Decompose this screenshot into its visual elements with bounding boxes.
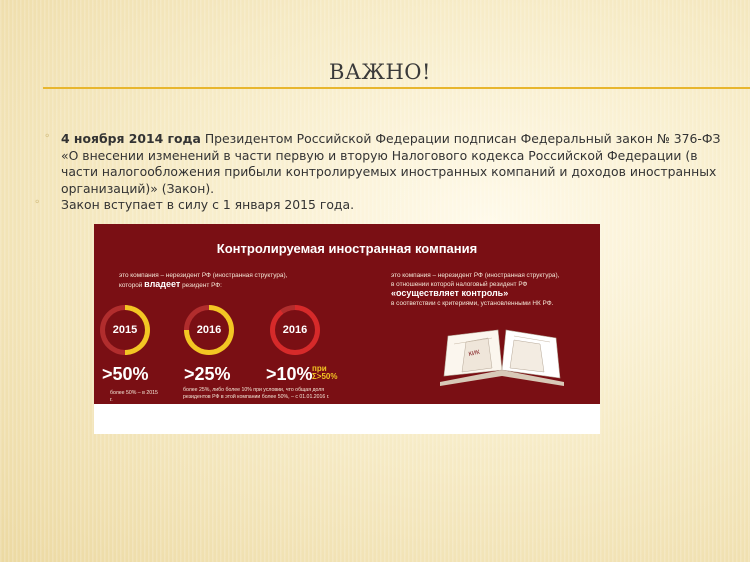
- left-caption-line2: которой владеет резидент РФ:: [119, 279, 222, 289]
- book-label: КИК: [468, 349, 481, 358]
- open-book-icon: [432, 324, 572, 394]
- infographic-bottom-band: [94, 404, 600, 434]
- ring-year: 2015: [105, 310, 145, 350]
- title-divider: [43, 87, 750, 89]
- percent-label: >50%: [102, 364, 149, 384]
- ring-year: 2016: [275, 310, 315, 350]
- bullet-icon: ⚬: [43, 131, 52, 142]
- percent-extra: при Σ>50%: [312, 364, 338, 381]
- right-caption-line1: это компания – нерезидент РФ (иностранная структура),: [391, 272, 560, 279]
- paragraph-law: [61, 131, 721, 197]
- left-caption: [119, 271, 339, 290]
- ring-year: 2016: [189, 310, 229, 350]
- paragraph-effective: Закон вступает в силу с 1 января 2015 года.: [61, 197, 355, 212]
- paragraph-date: 4 ноября 2014 года: [61, 131, 201, 146]
- ring-chart-2015: [100, 305, 150, 355]
- ring-note: более 25%, либо более 10% при условии, что общая доля резидентов РФ в этой компании более 50%, – с 01.01.2016 г.: [183, 387, 330, 400]
- right-caption-line3: в соответствии с критериями, установленными НК РФ.: [391, 300, 554, 307]
- infographic-kik: [94, 224, 600, 434]
- ring-chart-2016-b: [270, 305, 320, 355]
- bullet-icon: ⚬: [33, 197, 42, 208]
- left-caption-line1: это компания – нерезидент РФ (иностранная структура),: [119, 272, 288, 279]
- right-caption: [391, 271, 591, 308]
- slide-title: ВАЖНО!: [329, 60, 431, 84]
- right-caption-strong: «осуществляет контроль»: [391, 288, 509, 298]
- right-caption-line2: в отношении которой налоговый резидент РФ: [391, 281, 528, 288]
- ring-chart-2016-a: [184, 305, 234, 355]
- paragraph-law-text: Президентом Российской Федерации подписан Федеральный закон № 376-ФЗ «О внесении изменений в части первую и вторую Налогового кодекса Российской Федерации (в части налогообложения прибыли контролируемых иностранных компаний и доходов иностранных организаций)» (Закон).: [61, 131, 721, 196]
- ring-note: более 50% – в 2015 г.: [110, 390, 158, 403]
- percent-label: >10%: [266, 364, 313, 384]
- percent-label: >25%: [184, 364, 231, 384]
- infographic-title: Контролируемая иностранная компания: [216, 241, 478, 256]
